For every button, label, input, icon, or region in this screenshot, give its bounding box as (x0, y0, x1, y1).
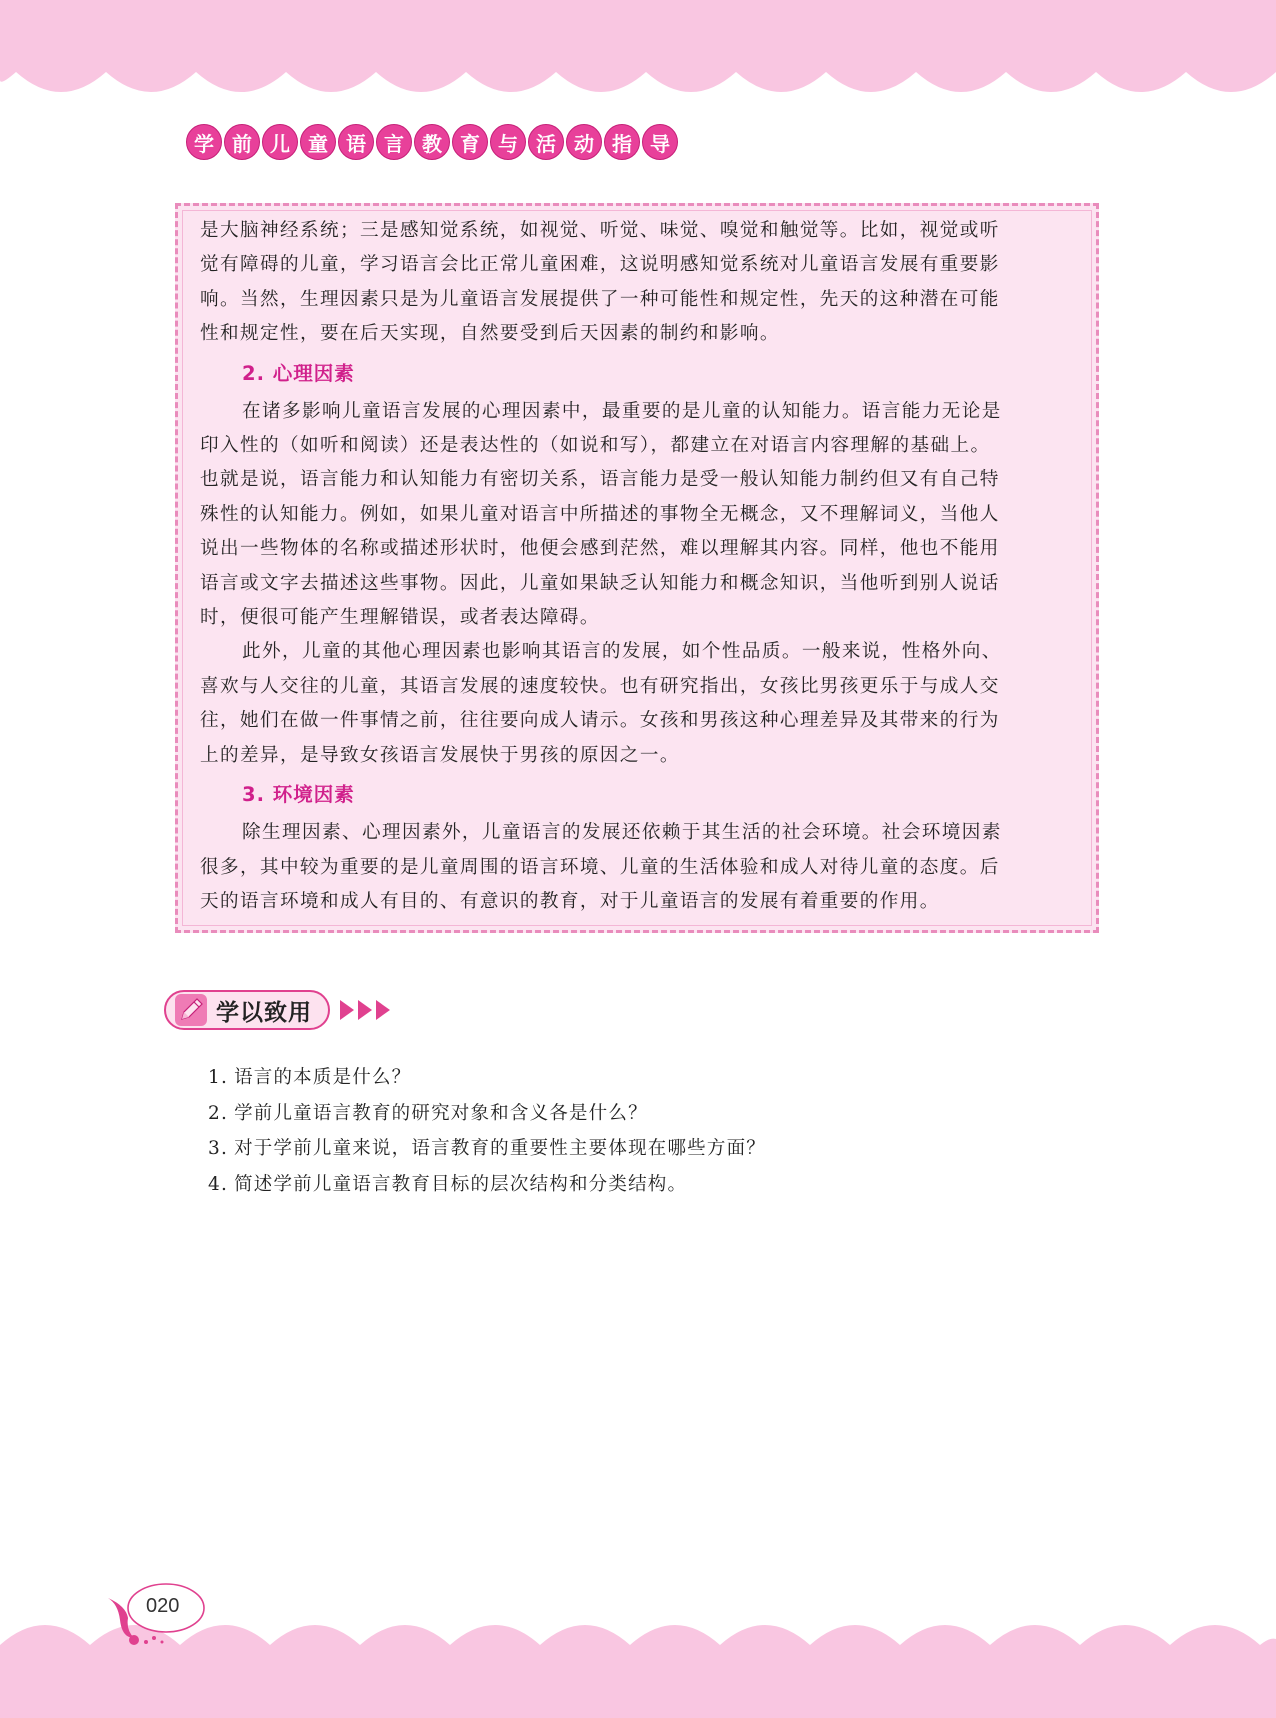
exercise-section-label: 学以致用 (216, 999, 312, 1026)
text-line: 语言或文字去描述这些事物。因此，儿童如果缺乏认知能力和概念知识，当他听到别人说话 (200, 572, 1000, 594)
paragraph-cognitive-ability (200, 395, 1074, 636)
book-title-char: 语 (338, 124, 374, 160)
book-title-char: 导 (642, 124, 678, 160)
book-title-char: 儿 (262, 124, 298, 160)
text-line: 喜欢与人交往的儿童，其语言发展的速度较快。也有研究指出，女孩比男孩更乐于与成人交 (200, 675, 1000, 697)
list-item (208, 1167, 1108, 1203)
question-number: 4. (208, 1173, 229, 1195)
text-line: 天的语言环境和成人有目的、有意识的教育，对于儿童语言的发展有着重要的作用。 (200, 890, 940, 912)
badge-pill (164, 990, 330, 1030)
book-title-char: 活 (528, 124, 564, 160)
play-arrow-icon (338, 998, 356, 1022)
text-line: 印入性的（如听和阅读）还是表达性的（如说和写），都建立在对语言内容理解的基础上。 (200, 435, 991, 457)
book-title (186, 124, 678, 158)
list-item (208, 1131, 1108, 1167)
question-number: 1. (208, 1067, 229, 1088)
text-line: 殊性的认知能力。例如，如果儿童对语言中所描述的事物全无概念，又不理解词义，当他人 (200, 503, 1000, 525)
text-line: 很多，其中较为重要的是儿童周围的语言环境、儿童的生活体验和成人对待儿童的态度。后 (200, 856, 1000, 878)
text-line: 在诸多影响儿童语言发展的心理因素中，最重要的是儿童的认知能力。语言能力无论是 (242, 400, 1002, 422)
heading-environmental-factors: 3. 环境因素 (242, 783, 355, 807)
question-text: 语言的本质是什么？ (234, 1067, 412, 1088)
question-text: 对于学前儿童来说，语言教育的重要性主要体现在哪些方面？ (234, 1138, 766, 1159)
pencil-icon (174, 993, 208, 1027)
paragraph-physiology-continued (200, 214, 1074, 352)
text-line: 也就是说，语言能力和认知能力有密切关系，语言能力是受一般认知能力制约但又有自己特 (200, 469, 1000, 491)
text-line: 此外，儿童的其他心理因素也影响其语言的发展，如个性品质。一般来说，性格外向、 (242, 641, 1002, 663)
heading-psychological-factors: 2. 心理因素 (242, 361, 355, 385)
text-line: 是大脑神经系统；三是感知觉系统，如视觉、听觉、味觉、嗅觉和触觉等。比如，视觉或听 (200, 220, 1000, 241)
text-line: 觉有障碍的儿童，学习语言会比正常儿童困难，这说明感知觉系统对儿童语言发展有重要影 (200, 254, 1000, 276)
list-item (208, 1060, 1108, 1096)
page-number: 020 (146, 1595, 180, 1617)
book-title-char: 育 (452, 124, 488, 160)
question-number: 3. (208, 1138, 229, 1159)
book-title-char: 与 (490, 124, 526, 160)
page-number-ornament (104, 1580, 214, 1650)
book-title-char: 前 (224, 124, 260, 160)
text-line: 除生理因素、心理因素外，儿童语言的发展还依赖于其生活的社会环境。社会环境因素 (242, 822, 1002, 844)
text-line: 响。当然，生理因素只是为儿童语言发展提供了一种可能性和规定性，先天的这种潜在可能 (200, 288, 1000, 310)
question-text: 简述学前儿童语言教育目标的层次结构和分类结构。 (234, 1173, 688, 1195)
play-arrow-icon (374, 998, 392, 1022)
top-scalloped-band (0, 0, 1276, 100)
list-item (208, 1096, 1108, 1132)
book-title-char: 动 (566, 124, 602, 160)
paragraph-environment (200, 816, 1074, 919)
content-box (175, 203, 1099, 933)
book-title-char: 言 (376, 124, 412, 160)
text-line: 时，便很可能产生理解错误，或者表达障碍。 (200, 607, 600, 629)
book-title-char: 童 (300, 124, 336, 160)
question-text: 学前儿童语言教育的研究对象和含义各是什么？ (234, 1102, 648, 1124)
exercise-section-badge (164, 988, 392, 1032)
book-title-char: 教 (414, 124, 450, 160)
badge-arrows (338, 998, 392, 1022)
question-number: 2. (208, 1102, 229, 1124)
text-line: 上的差异，是导致女孩语言发展快于男孩的原因之一。 (200, 744, 680, 766)
question-list (208, 1060, 1108, 1202)
paragraph-personality (200, 635, 1074, 773)
book-title-char: 学 (186, 124, 222, 160)
book-title-char: 指 (604, 124, 640, 160)
text-line: 性和规定性，要在后天实现，自然要受到后天因素的制约和影响。 (200, 323, 780, 345)
text-line: 说出一些物体的名称或描述形状时，他便会感到茫然，难以理解其内容。同样，他也不能用 (200, 538, 1000, 560)
text-line: 往，她们在做一件事情之前，往往要向成人请示。女孩和男孩这种心理差异及其带来的行为 (200, 710, 1000, 732)
play-arrow-icon (356, 998, 374, 1022)
